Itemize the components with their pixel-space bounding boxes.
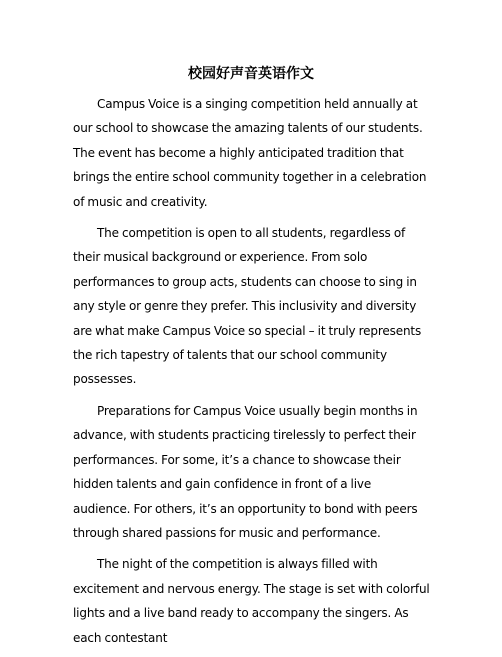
paragraph-3: Preparations for Campus Voice usually begin months in advance, with students practicing tirelessly to perfect their performances. For some, it’s a chance to showcase their hidden talents and gain confidence in front of a live audience. For others, it’s an opportunity to bond with peers through shared passions for music and performance. <box>73 403 418 540</box>
paragraph-2: The competition is open to all students, regardless of their musical background or experience. From solo performances to group acts, students can choose to sing in any style or genre they prefer. This inclusivity and diversity are what make Campus Voice so special – it truly represents the rich tapestry of talents that our school community possesses. <box>73 226 422 387</box>
paragraph-4: The night of the competition is always filled with excitement and nervous energy. The stage is set with colorful lights and a live band ready to accompany the singers. As each contestant <box>73 557 430 645</box>
paragraph-1: Campus Voice is a singing competition held annually at our school to showcase the amazing talents of our students. The event has become a highly anticipated tradition that brings the entire school community together in a celebration of music and creativity. <box>73 97 427 209</box>
document-body <box>73 92 430 657</box>
document-title: 校园好声音英语作文 <box>188 66 314 82</box>
